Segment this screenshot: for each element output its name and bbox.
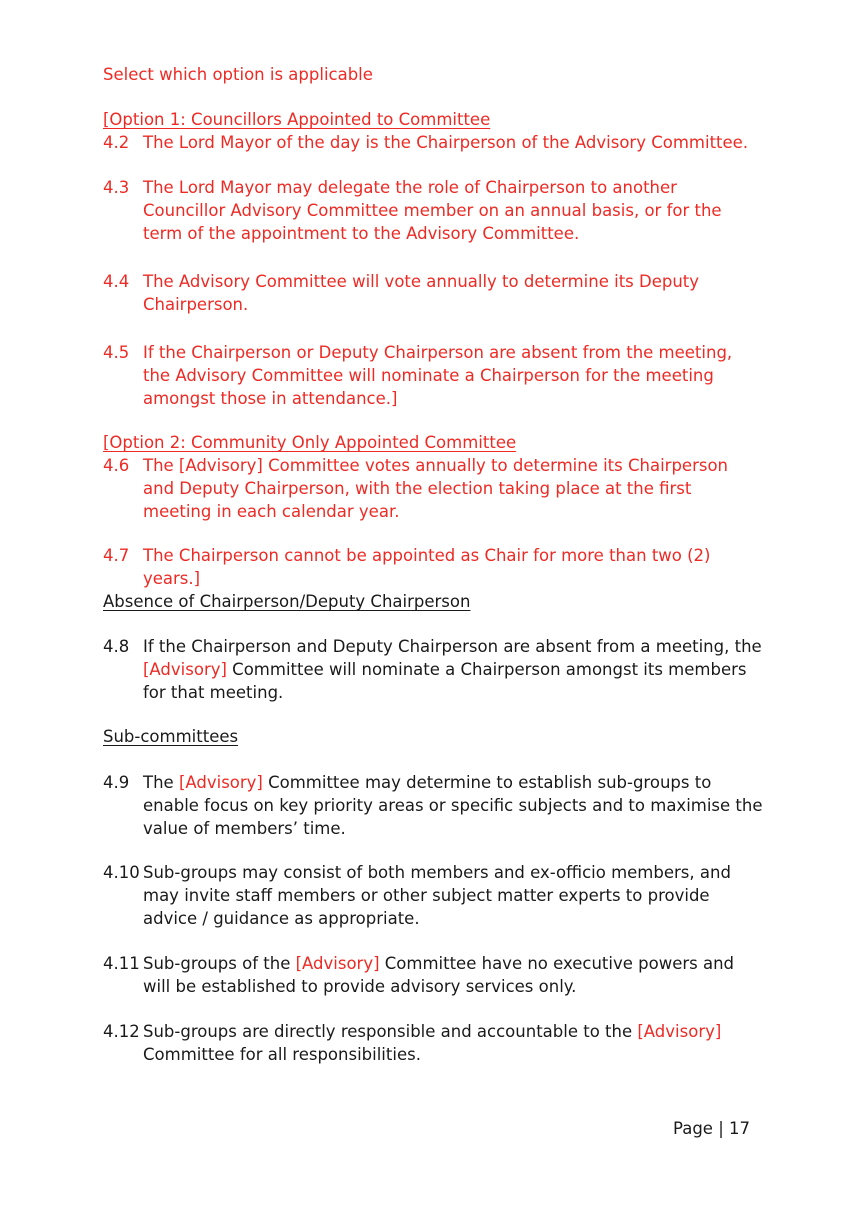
clause-4-8 <box>103 635 763 704</box>
clause-text: Sub-groups may consist of both members and ex-officio members, and may invite staff members or other subject matter experts to provide advice / guidance as appropriate. <box>143 863 731 928</box>
clause-text: The Lord Mayor may delegate the role of Chairperson to another Councillor Advisory Committee member on an annual basis, or for the term of the appointment to the Advisory Committee. <box>143 178 722 243</box>
clause-4-9 <box>103 771 763 840</box>
clause-number: 4.9 <box>103 773 130 792</box>
option2-heading: [Option 2: Community Only Appointed Committee <box>103 433 517 452</box>
clause-4-4 <box>103 270 763 316</box>
clause-number: 4.6 <box>103 456 130 475</box>
clause-text: If the Chairperson or Deputy Chairperson are absent from the meeting, the Advisory Committee will nominate a Chairperson for the meeting amongst those in attendance.] <box>143 343 733 408</box>
clause-text: Sub-groups of the [Advisory] Committee have no executive powers and will be established to provide advisory services only. <box>143 954 735 996</box>
clause-text: The [Advisory] Committee votes annually to determine its Chairperson and Deputy Chairperson, with the election taking place at the first meeting in each calendar year. <box>143 456 729 521</box>
clause-number: 4.11 <box>103 954 140 973</box>
absence-heading: Absence of Chairperson/Deputy Chairperson <box>103 592 471 611</box>
clause-4-3 <box>103 176 763 245</box>
advisory-tag: [Advisory] <box>295 954 380 973</box>
clause-number: 4.2 <box>103 133 130 152</box>
clause-number: 4.8 <box>103 637 130 656</box>
advisory-tag: [Advisory] <box>178 773 263 792</box>
clause-text: The [Advisory] Committee may determine to establish sub-groups to enable focus on key priority areas or specific subjects and to maximise the value of members’ time. <box>143 773 763 838</box>
page-number: Page | 17 <box>673 1119 750 1138</box>
clause-number: 4.4 <box>103 272 130 291</box>
option1-heading: [Option 1: Councillors Appointed to Committee <box>103 110 491 129</box>
clause-4-2 <box>103 131 763 154</box>
clause-4-5 <box>103 341 763 410</box>
clause-text: The Lord Mayor of the day is the Chairperson of the Advisory Committee. <box>143 133 749 152</box>
clause-number: 4.3 <box>103 178 130 197</box>
clause-4-6 <box>103 454 763 523</box>
clause-number: 4.10 <box>103 863 140 882</box>
advisory-tag: [Advisory] <box>637 1022 722 1041</box>
clause-4-11 <box>103 952 763 998</box>
advisory-tag: [Advisory] <box>143 660 227 679</box>
clause-text: The Chairperson cannot be appointed as Chair for more than two (2) years.] <box>143 546 711 588</box>
clause-text: If the Chairperson and Deputy Chairperson are absent from a meeting, the [Advisory] Committee will nominate a Chairperson amongst its members for that meeting. <box>143 637 762 702</box>
clause-4-7 <box>103 544 763 590</box>
clause-4-12 <box>103 1020 763 1066</box>
subcommittees-heading: Sub-committees <box>103 727 239 746</box>
clause-number: 4.7 <box>103 546 130 565</box>
clause-number: 4.5 <box>103 343 130 362</box>
clause-text: Sub-groups are directly responsible and accountable to the [Advisory] Committee for all responsibilities. <box>143 1022 722 1064</box>
clause-4-10 <box>103 861 763 930</box>
clause-number: 4.12 <box>103 1022 140 1041</box>
clause-text: The Advisory Committee will vote annually to determine its Deputy Chairperson. <box>143 272 700 314</box>
instruction-text: Select which option is applicable <box>103 65 373 84</box>
